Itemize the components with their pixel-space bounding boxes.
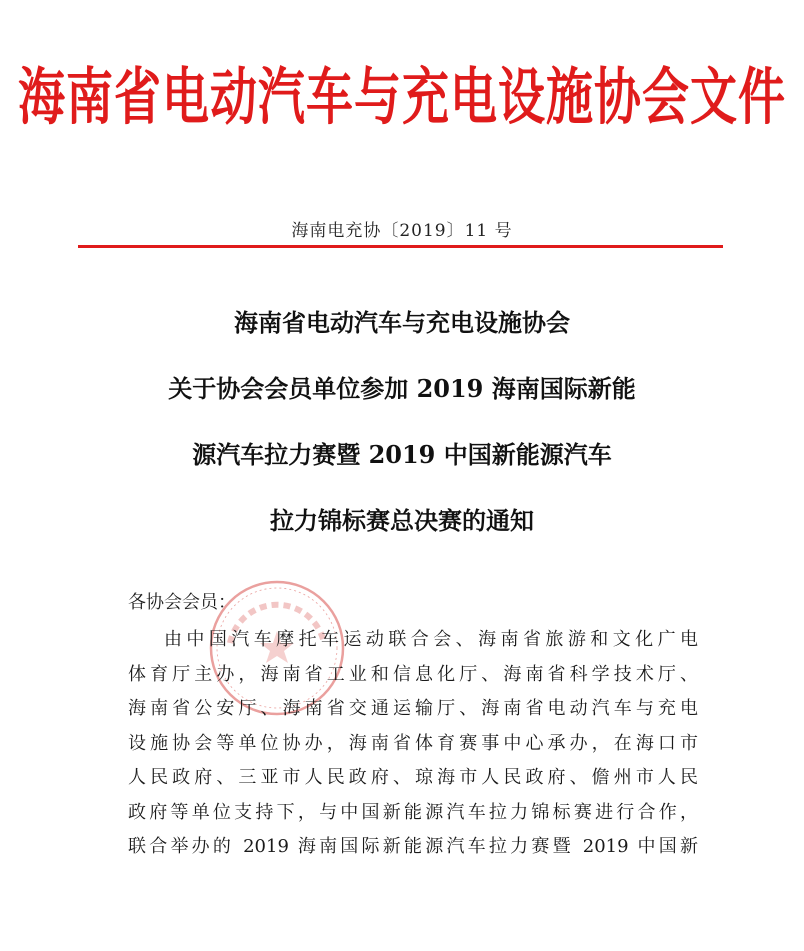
notice-title-line: 拉力锦标赛总决赛的通知 <box>270 506 534 535</box>
body-line: 由中国汽车摩托车运动联合会、海南省旅游和文化广电 <box>164 629 698 650</box>
header-red-divider <box>78 245 723 248</box>
document-number: 海南电充协〔2019〕11 号 <box>291 221 513 241</box>
body-line: 人民政府、三亚市人民政府、琼海市人民政府、儋州市人民 <box>128 767 698 788</box>
body-line: 联合举办的 2019 海南国际新能源汽车拉力赛暨 2019 中国新 <box>128 836 698 857</box>
notice-title <box>0 290 804 554</box>
notice-title-line: 海南省电动汽车与充电设施协会 <box>234 308 570 337</box>
salutation: 各协会会员： <box>128 592 236 613</box>
body-paragraph <box>128 623 698 865</box>
body-line: 体育厅主办，海南省工业和信息化厅、海南省科学技术厅、 <box>128 663 698 685</box>
notice-title-line: 源汽车拉力赛暨 2019 中国新能源汽车 <box>192 440 612 469</box>
document-header-title: 海南省电动汽车与充电设施协会文件 <box>18 62 786 134</box>
notice-title-line: 关于协会会员单位参加 2019 海南国际新能 <box>168 374 636 403</box>
body-line: 海南省公安厅、海南省交通运输厅、海南省电动汽车与充电 <box>128 698 698 719</box>
body-line: 设施协会等单位协办，海南省体育赛事中心承办，在海口市 <box>128 732 698 754</box>
body-line: 政府等单位支持下，与中国新能源汽车拉力锦标赛进行合作， <box>128 801 698 823</box>
